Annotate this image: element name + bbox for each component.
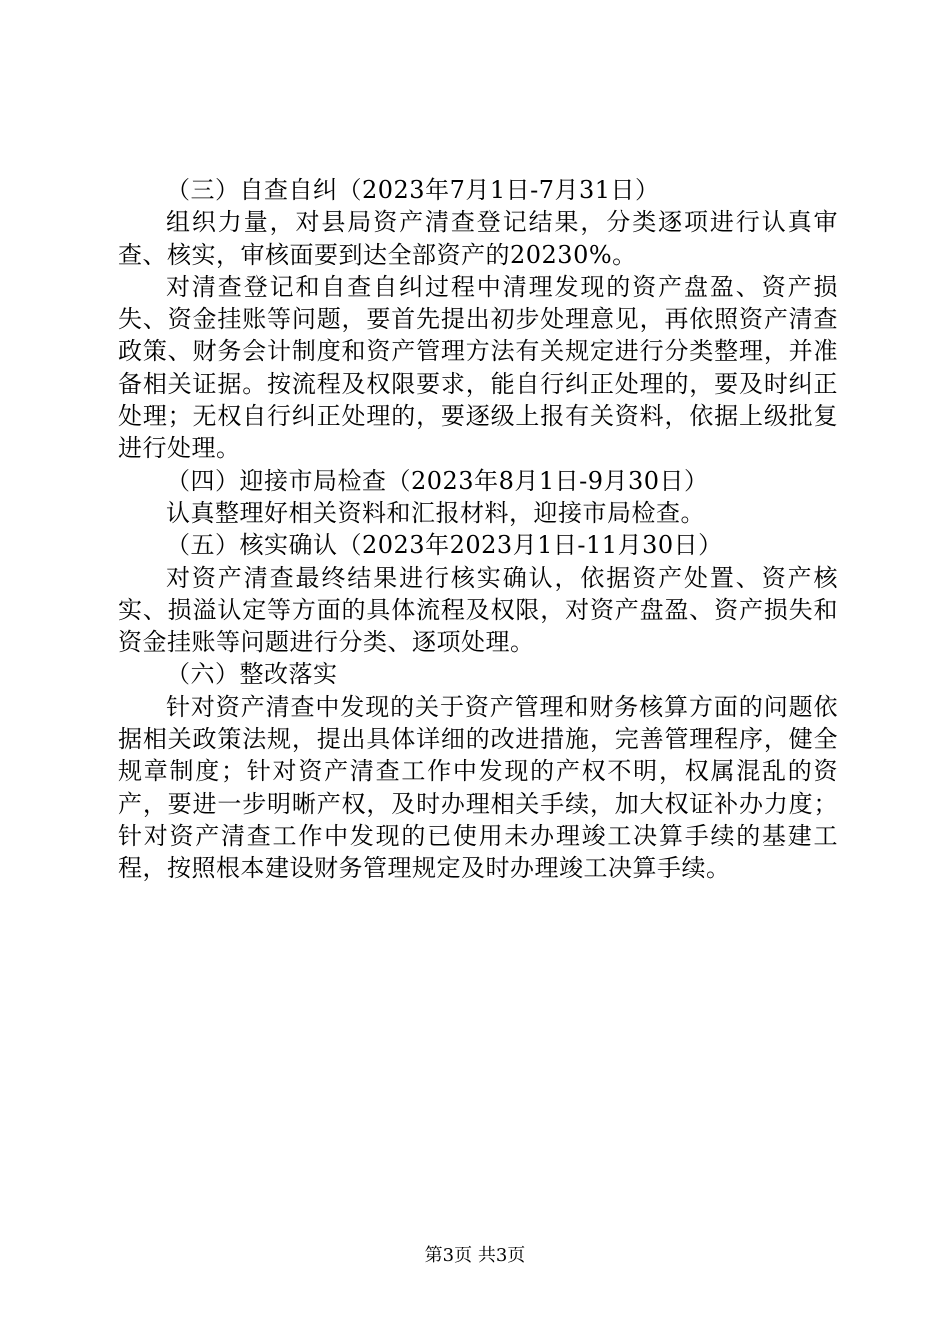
- paragraph-organize-review: 组织力量，对县局资产清查登记结果，分类逐项进行认真审查、核实，审核面要到达全部资产的20230%。: [118, 208, 838, 269]
- section-heading-verification: （五）核实确认（2023年2023月1日-11月30日）: [166, 531, 723, 560]
- paragraph-prepare-materials: 认真整理好相关资料和汇报材料，迎接市局检查。: [166, 498, 705, 527]
- paragraph-rectification-measures: 针对资产清查中发现的关于资产管理和财务核算方面的问题依据相关政策法规，提出具体详细的改进措施，完善管理程序，健全规章制度；针对资产清查工作中发现的产权不明，权属混乱的资产，要进一步明晰产权，及时办理相关手续，加大权证补办力度；针对资产清查工作中发现的已使用未办理竣工决算手续的基建工程，按照根本建设财务管理规定及时办理竣工决算手续。: [118, 692, 838, 883]
- paragraph-verify-results: 对资产清查最终结果进行核实确认，依据资产处置、资产核实、损溢认定等方面的具体流程及权限，对资产盘盈、资产损失和资金挂账等问题进行分类、逐项处理。: [118, 563, 838, 657]
- paragraph-handling-issues: 对清查登记和自查自纠过程中清理发现的资产盘盈、资产损失、资金挂账等问题，要首先提出初步处理意见，再依照资产清查政策、财务会计制度和资产管理方法有关规定进行分类整理，并准备相关证据。按流程及权限要求，能自行纠正处理的，要及时纠正处理；无权自行纠正处理的，要逐级上报有关资料，依据上级批复进行处理。: [118, 272, 838, 463]
- section-heading-inspection: （四）迎接市局检查（2023年8月1日-9月30日）: [166, 466, 709, 495]
- section-heading-rectification: （六）整改落实: [166, 660, 338, 689]
- document-body: [118, 174, 838, 885]
- section-heading-self-check: （三）自查自纠（2023年7月1日-7月31日）: [166, 176, 660, 204]
- page-number-footer: 第3页 共3页: [424, 1245, 526, 1266]
